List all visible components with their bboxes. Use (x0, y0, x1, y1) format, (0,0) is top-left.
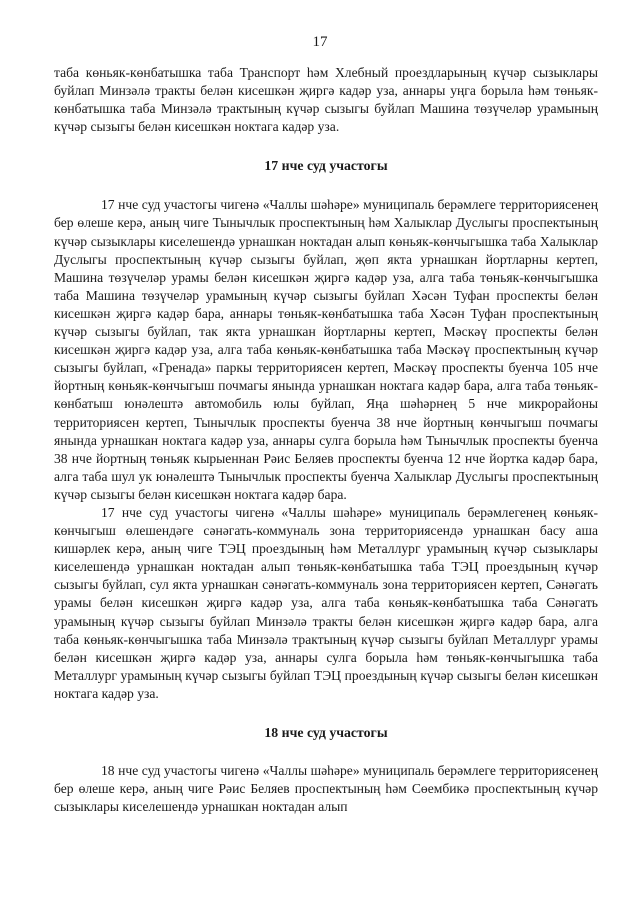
section-heading-18: 18 нче суд участогы (264, 725, 388, 740)
page-number: 17 (312, 34, 328, 50)
document-body (54, 64, 598, 816)
section-heading-17: 17 нче суд участогы (264, 158, 388, 174)
paragraph-17-territory: 17 нче суд участогы чигенә «Чаллы шәһәре» муниципаль берәмлеге территориясенең бер өлеше керә, аның чиге Тынычлык проспектының һәм Халыклар Дуслыгы проспектының күчәр сызыклары киселешендә урнашкан ноктадан алып көньяк-көнчыгышка таба Халыклар Дуслыгы проспектының күчәр сызыгы буйлап, җөп якта урнашкан йортларны кертеп, Машина төзүчеләр урамы белән кисешкән җиргә кадәр уза, алга таба төньяк-көнчыгышка таба Машина төзүчеләр урамының күчәр сызыгы буйлап Хәсән Туфан проспекты белән кисешкән җиргә кадәр бара, аннары төньяк-көнбатышка таба Хәсән Туфан проспектының күчәр сызыгы буйлап, так якта урнашкан йортларны кертеп, Мәскәү проспекты белән кисешкән җиргә кадәр уза, алга таба көньяк-көнбатышка таба Мәскәү проспектының күчәр сызыгы буйлап, «Гренада» паркы территориясен кертеп, Мәскәү проспекты буенча 105 нче йортның көньяк-көнчыгыш почмагы янында урнашкан ноктага кадәр бара, алга таба төньяк-көнбатыш юнәлештә автомобиль юлы буйлап, Яңа шәһәрнең 5 нче микрорайоны территориясен кертеп, Тынычлык проспекты буенча 38 нче йортның көнчыгыш почмагы янында урнашкан ноктага кадәр уза, аннары сулга борыла һәм Тынычлык проспекты буенча 38 нче йортның төньяк кырыеннан Рәис Беляев проспекты буенча 12 нче йортка кадәр бара, алга таба шул ук юнәлештә Тынычлык проспекты буенча Халыклар Дуслыгы проспектының күчәр сызыгы белән кисешкән ноктага кадәр бара. (54, 197, 598, 502)
paragraph-continuation: таба көньяк-көнбатышка таба Транспорт һәм Хлебный проездларының күчәр сызыклары буйлап Минзәлә тракты белән кисешкән җиргә кадәр уза, аннары уңга борыла һәм төньяк-көнбатышка таба Минзәлә трактының күчәр сызыгы буйлап Машина төзүчеләр урамының күчәр сызыгы белән кисешкән ноктага кадәр уза. (54, 65, 598, 135)
paragraph-18-territory: 18 нче суд участогы чигенә «Чаллы шәһәре» муниципаль берәмлеге территориясенең бер өлеше керә, аның чиге Рәис Беляев проспектының һәм Сөембикә проспектының күчәр сызыклары киселешендә урнашкан ноктадан алып (54, 763, 598, 815)
paragraph-17-industrial-zone: 17 нче суд участогы чигенә «Чаллы шәһәре» муниципаль берәмлегенең көньяк-көнчыгыш өлешендәге сәнәгать-коммуналь зона территориясендә урнашкан басу аша кишәрлек керә, аның чиге ТЭЦ проездының һәм Металлург урамының күчәр сызыклары киселешендә урнашкан ноктадан алып төньяк-көнбатышка таба ТЭЦ проездының күчәр сызыгы буйлап, сул якта урнашкан сәнәгать-коммуналь зона территориясен кертеп, Сәнәгать урамы белән кисешкән җиргә кадәр уза, алга таба көньяк-көнбатышка таба Сәнәгать урамының күчәр сызыгы буйлап Минзәлә тракты белән кисешкән җиргә кадәр бара, алга таба көньяк-көнчыгышка таба Минзәлә трактының күчәр сызыгы буйлап Металлург урамы белән кисешкән җиргә кадәр уза, аннары сулга борыла һәм төньяк-көнчыгышка таба Металлург урамының күчәр сызыгы буйлап ТЭЦ проездының күчәр сызыгы белән кисешкән ноктага кадәр уза. (54, 504, 598, 701)
